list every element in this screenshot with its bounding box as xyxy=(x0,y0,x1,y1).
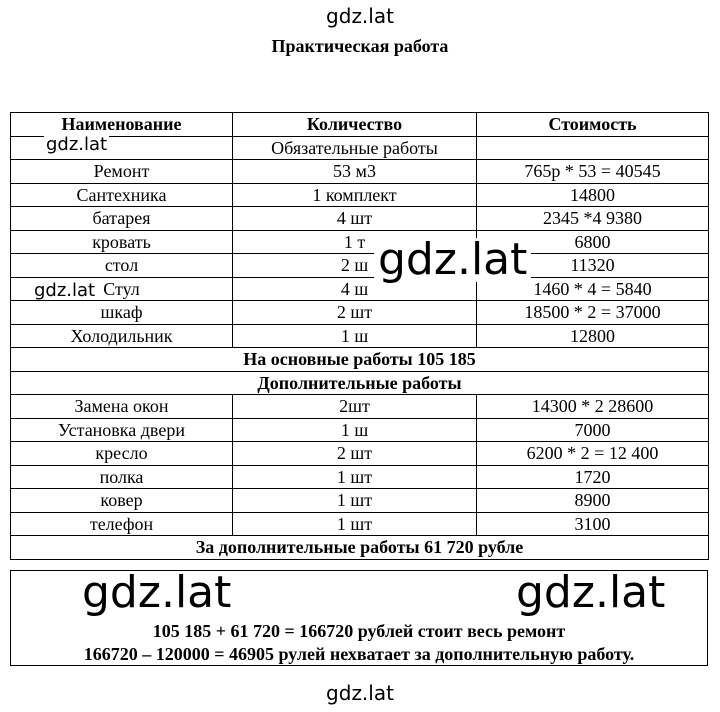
watermark-bottom: gdz.lat xyxy=(326,681,394,705)
cell-quantity: 1 ш xyxy=(233,324,477,348)
watermark-small: gdz.lat xyxy=(46,134,108,155)
cell-quantity: 2шт xyxy=(233,395,477,419)
cell-cost: 765р * 53 = 40545 xyxy=(477,160,709,184)
header-name: Наименование xyxy=(11,113,233,137)
cell-name: Холодильник xyxy=(11,324,233,348)
watermark-large: gdz.lat xyxy=(374,238,531,282)
cost-table xyxy=(10,112,709,560)
table-row xyxy=(11,324,709,348)
cell-name: кресло xyxy=(11,442,233,466)
watermark-large: gdz.lat xyxy=(512,571,669,615)
table-row xyxy=(11,465,709,489)
cell-name: Сантехника xyxy=(11,183,233,207)
table-row xyxy=(11,418,709,442)
cell-name: полка xyxy=(11,465,233,489)
cell-quantity: 2 ш xyxy=(233,254,477,278)
table-row xyxy=(11,207,709,231)
cell-quantity: 4 шт xyxy=(233,207,477,231)
cell-cost: 7000 xyxy=(477,418,709,442)
table-row xyxy=(11,512,709,536)
table-row xyxy=(11,442,709,466)
table-row xyxy=(11,395,709,419)
section-label-mandatory: Обязательные работы xyxy=(233,136,477,160)
section-label-additional: Дополнительные работы xyxy=(11,371,709,395)
cell-quantity: 2 шт xyxy=(233,442,477,466)
cell-cost: 12800 xyxy=(477,324,709,348)
cell-name: шкаф xyxy=(11,301,233,325)
header-quantity: Количество xyxy=(233,113,477,137)
cell-name: батарея xyxy=(11,207,233,231)
cell-name: Стул xyxy=(11,277,233,301)
header-cost: Стоимость xyxy=(477,113,709,137)
cell-cost: 6200 * 2 = 12 400 xyxy=(477,442,709,466)
cell-quantity: 1 ш xyxy=(233,418,477,442)
page-title: Практическая работа xyxy=(271,36,449,56)
cell-cost: 3100 xyxy=(477,512,709,536)
cell-quantity: 1 шт xyxy=(233,512,477,536)
cell-cost: 18500 * 2 = 37000 xyxy=(477,301,709,325)
cell-name: ковер xyxy=(11,489,233,513)
mandatory-total-row xyxy=(11,348,709,372)
calculation-total: 105 185 + 61 720 = 166720 рублей стоит весь ремонт xyxy=(152,621,566,641)
table-row xyxy=(11,489,709,513)
section-label-additional-row xyxy=(11,371,709,395)
table-row xyxy=(11,160,709,184)
cell-quantity: 1 шт xyxy=(233,489,477,513)
cell-quantity: 2 шт xyxy=(233,301,477,325)
table-header-row xyxy=(11,113,709,137)
cell-name: телефон xyxy=(11,512,233,536)
cell-name: Установка двери xyxy=(11,418,233,442)
table-row xyxy=(11,301,709,325)
cell-cost: 14300 * 2 28600 xyxy=(477,395,709,419)
section-spacer xyxy=(477,136,709,160)
calculation-shortfall: 166720 – 120000 = 46905 рулей нехватает за дополнительную работу. xyxy=(83,644,635,664)
cell-name: Ремонт xyxy=(11,160,233,184)
additional-total: За дополнительные работы 61 720 рубле xyxy=(11,536,709,560)
cell-cost: 14800 xyxy=(477,183,709,207)
cell-cost: 2345 *4 9380 xyxy=(477,207,709,231)
section-row-mandatory xyxy=(11,136,709,160)
table-row xyxy=(11,254,709,278)
table-row xyxy=(11,183,709,207)
cell-quantity: 1 шт xyxy=(233,465,477,489)
additional-total-row xyxy=(11,536,709,560)
mandatory-total: На основные работы 105 185 xyxy=(11,348,709,372)
table-row xyxy=(11,277,709,301)
cell-name: кровать xyxy=(11,230,233,254)
watermark-top: gdz.lat xyxy=(326,4,394,28)
cell-cost: 1460 * 4 = 5840 xyxy=(477,277,709,301)
cell-cost: 6800 xyxy=(477,230,709,254)
watermark-small: gdz.lat xyxy=(34,280,96,301)
cell-quantity: 1 т xyxy=(233,230,477,254)
cell-cost: 11320 xyxy=(477,254,709,278)
cell-name: стол xyxy=(11,254,233,278)
table-row xyxy=(11,230,709,254)
cell-cost: 1720 xyxy=(477,465,709,489)
cell-cost: 8900 xyxy=(477,489,709,513)
cell-name: Замена окон xyxy=(11,395,233,419)
cell-quantity: 1 комплект xyxy=(233,183,477,207)
cell-quantity: 4 ш xyxy=(233,277,477,301)
watermark-large: gdz.lat xyxy=(78,571,235,615)
cell-quantity: 53 м3 xyxy=(233,160,477,184)
